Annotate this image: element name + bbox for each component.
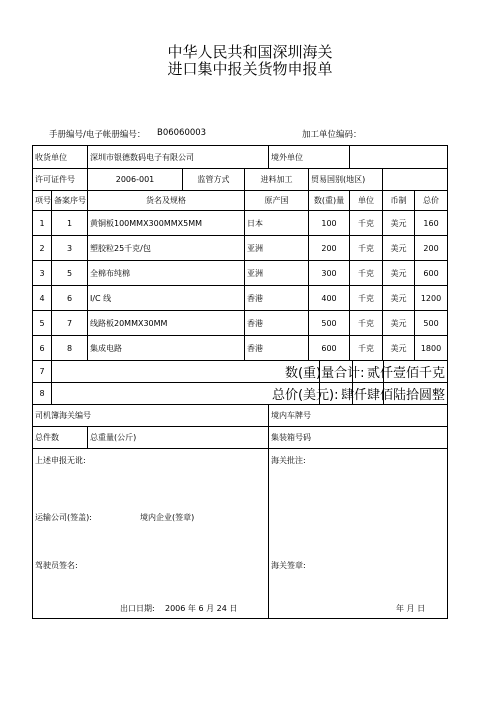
transport-company-label: 运输公司(签盖): [35, 513, 92, 522]
goods-name: 集成电路 [88, 336, 245, 361]
trade-country-value [383, 169, 448, 191]
total-price: 200 [415, 236, 448, 261]
supervision-label: 监管方式 [183, 169, 245, 191]
container-label: 集装箱号码 [269, 427, 448, 449]
weight-label: 总重量(公斤) [88, 427, 269, 449]
overseas-unit-value [350, 146, 448, 169]
table-row [33, 261, 448, 286]
currency: 美元 [383, 211, 415, 236]
grid-line [383, 383, 384, 404]
item-no: 8 [33, 383, 52, 405]
col-header-goods-name: 货名及规格 [88, 191, 245, 211]
origin: 香港 [245, 336, 309, 361]
col-header-currency: 币制 [383, 191, 415, 211]
overseas-unit-label: 境外单位 [269, 146, 350, 169]
customs-section [269, 449, 448, 619]
declarant-section [33, 449, 269, 619]
record-no: 3 [52, 236, 88, 261]
grid-line [319, 361, 320, 382]
unit: 千克 [350, 286, 383, 311]
receiver-value: 深圳市银德数码电子有限公司 [88, 146, 269, 169]
origin: 香港 [245, 311, 309, 336]
exit-date-label: 出口日期: [120, 604, 155, 613]
price-total-value: 肆仟肆佰陆拾圆整 [341, 388, 446, 403]
unit: 千克 [350, 261, 383, 286]
col-header-origin: 原产国 [245, 191, 309, 211]
driver-sign-label: 驾驶员签名: [35, 561, 78, 570]
goods-name: 塑胶粒25千克/包 [88, 236, 245, 261]
receiver-label: 收货单位 [33, 146, 88, 169]
currency: 美元 [383, 261, 415, 286]
domestic-enterprise-label: 境内企业(签章) [140, 513, 195, 522]
item-no: 5 [33, 311, 52, 336]
manual-number-value: B06060003 [157, 128, 207, 138]
supervision-value: 进料加工 [245, 169, 309, 191]
total-price: 1200 [415, 286, 448, 311]
record-no: 5 [52, 261, 88, 286]
price-total-label: 总价(美元): [271, 388, 339, 403]
exit-date-value: 2006 年 6 月 24 日 [165, 604, 238, 613]
record-no: 6 [52, 286, 88, 311]
col-header-item-no: 项号 [33, 191, 52, 211]
origin: 亚洲 [245, 261, 309, 286]
item-no: 6 [33, 336, 52, 361]
currency: 美元 [383, 286, 415, 311]
quantity: 500 [309, 311, 350, 336]
col-header-record-no: 备案序号 [52, 191, 88, 211]
declaration-table [32, 145, 448, 619]
quantity: 400 [309, 286, 350, 311]
goods-name: 全棉布纯棉 [88, 261, 245, 286]
currency: 美元 [383, 336, 415, 361]
record-no: 8 [52, 336, 88, 361]
quantity-total-label: 数(重)量合计: [284, 366, 365, 381]
quantity: 200 [309, 236, 350, 261]
table-row [33, 336, 448, 361]
record-no: 1 [52, 211, 88, 236]
col-header-unit: 单位 [350, 191, 383, 211]
grid-line [319, 383, 320, 404]
record-no: 7 [52, 311, 88, 336]
item-no: 1 [33, 211, 52, 236]
total-price: 600 [415, 261, 448, 286]
table-row [33, 236, 448, 261]
origin: 亚洲 [245, 236, 309, 261]
origin: 香港 [245, 286, 309, 311]
total-price: 500 [415, 311, 448, 336]
unit: 千克 [350, 336, 383, 361]
plate-label: 境内车牌号 [269, 405, 448, 427]
goods-name: I/C 线 [88, 286, 245, 311]
unit: 千克 [350, 311, 383, 336]
item-no: 2 [33, 236, 52, 261]
grid-line [352, 383, 353, 404]
goods-name: 黄铜板100MMX300MMX5MM [88, 211, 245, 236]
currency: 美元 [383, 311, 415, 336]
quantity-total-row [52, 361, 448, 383]
goods-name: 线路板20MMX30MM [88, 311, 245, 336]
customs-sign-date: 年 月 日 [396, 604, 426, 613]
unit: 千克 [350, 211, 383, 236]
quantity: 300 [309, 261, 350, 286]
form-title-line2: 进口集中报关货物申报单 [167, 60, 333, 78]
quantity: 100 [309, 211, 350, 236]
item-no: 7 [33, 361, 52, 383]
quantity: 600 [309, 336, 350, 361]
quantity-total-value: 贰仟壹佰千克 [367, 366, 446, 381]
license-value: 2006-001 [88, 169, 183, 191]
customs-sign-label: 海关签章: [271, 561, 306, 570]
pieces-label: 总件数 [33, 427, 88, 449]
manual-number-label: 手册编号/电子帐册编号： [49, 130, 146, 140]
form-title-line1: 中华人民共和国深圳海关 [167, 43, 333, 61]
declare-label: 上述申报无讹: [35, 456, 86, 465]
license-label: 许可证件号 [33, 169, 88, 191]
grid-line [383, 361, 384, 382]
processing-unit-label: 加工单位编码： [302, 130, 362, 140]
origin: 日本 [245, 211, 309, 236]
customs-approve-label: 海关批注: [271, 456, 306, 465]
price-total-row [52, 383, 448, 405]
item-no: 3 [33, 261, 52, 286]
total-price: 160 [415, 211, 448, 236]
total-price: 1800 [415, 336, 448, 361]
table-row [33, 211, 448, 236]
driver-book-label: 司机簿海关编号 [33, 405, 269, 427]
col-header-quantity: 数(重)量 [309, 191, 350, 211]
trade-country-label: 贸易国别(地区) [309, 169, 383, 191]
col-header-total: 总价 [415, 191, 448, 211]
item-no: 4 [33, 286, 52, 311]
unit: 千克 [350, 236, 383, 261]
currency: 美元 [383, 236, 415, 261]
table-row [33, 286, 448, 311]
table-row [33, 311, 448, 336]
grid-line [352, 361, 353, 382]
